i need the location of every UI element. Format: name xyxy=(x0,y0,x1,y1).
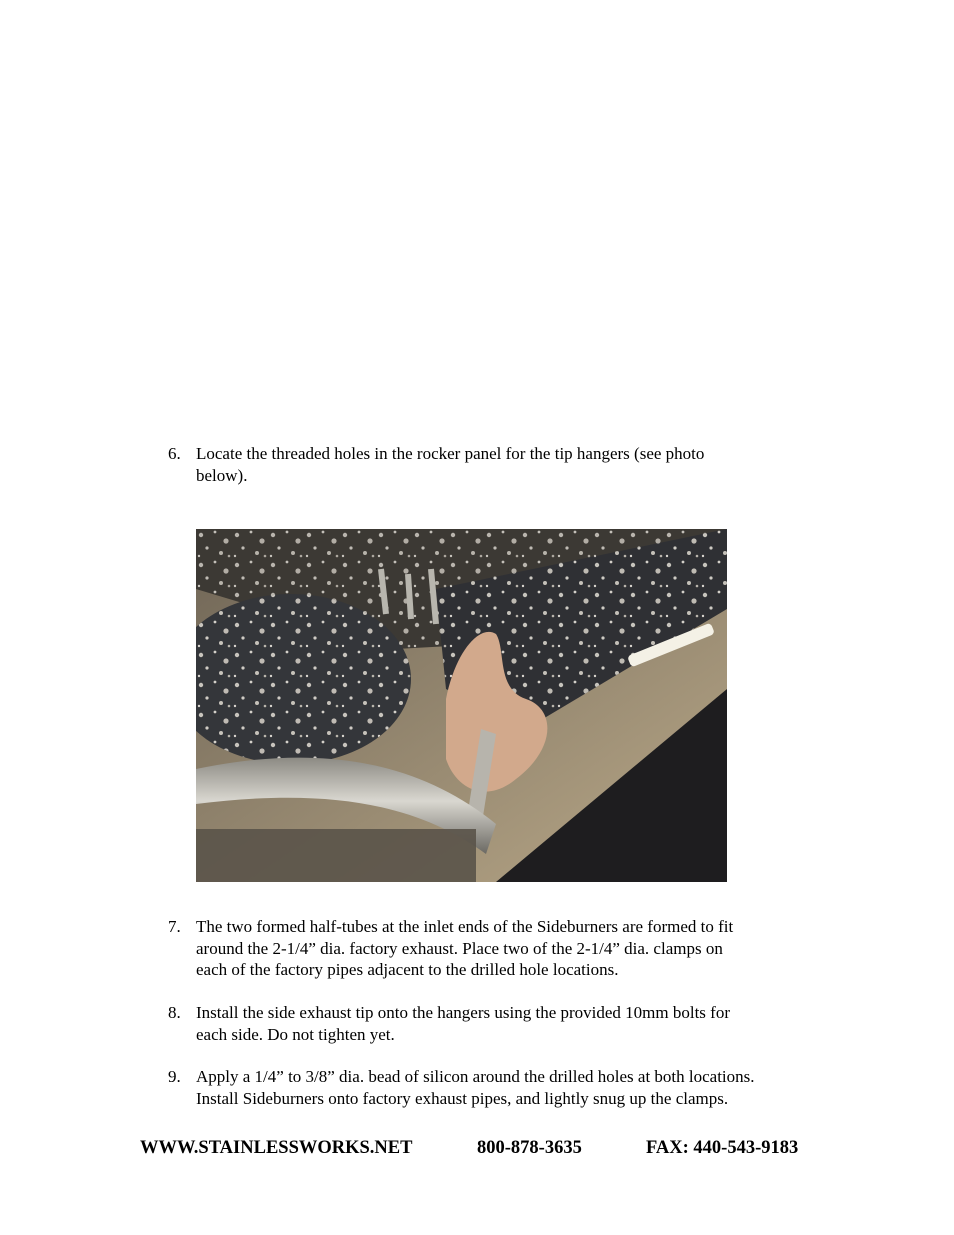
footer-contact xyxy=(140,1138,830,1162)
step-number: 6. xyxy=(168,444,181,463)
step-text-line: Locate the threaded holes in the rocker panel for the tip hangers (see photo xyxy=(196,444,705,463)
step-7 xyxy=(168,916,828,981)
step-8 xyxy=(168,1002,828,1045)
step-text-line: below). xyxy=(196,465,248,485)
rocker-panel-photo xyxy=(196,529,727,882)
step-text-line: around the 2-1/4” dia. factory exhaust. Place two of the 2-1/4” dia. clamps on xyxy=(196,938,723,958)
step-text-line: each of the factory pipes adjacent to the drilled hole locations. xyxy=(196,960,619,979)
step-number: 7. xyxy=(168,917,181,936)
footer-fax: FAX: 440-543-9183 xyxy=(646,1138,799,1158)
footer-phone: 800-878-3635 xyxy=(477,1138,582,1158)
step-text-line: Apply a 1/4” to 3/8” dia. bead of silicon around the drilled holes at both locations. xyxy=(196,1067,755,1086)
step-6 xyxy=(168,443,828,486)
footer-website: WWW.STAINLESSWORKS.NET xyxy=(140,1138,413,1158)
step-9 xyxy=(168,1066,828,1109)
step-text-line: Install the side exhaust tip onto the hangers using the provided 10mm bolts for xyxy=(196,1003,730,1022)
step-number: 8. xyxy=(168,1003,181,1022)
step-number: 9. xyxy=(168,1067,181,1086)
step-text-line: each side. Do not tighten yet. xyxy=(196,1024,395,1044)
step-text-line: The two formed half-tubes at the inlet ends of the Sideburners are formed to fit xyxy=(196,917,734,936)
step-text-line: Install Sideburners onto factory exhaust pipes, and lightly snug up the clamps. xyxy=(196,1088,729,1108)
